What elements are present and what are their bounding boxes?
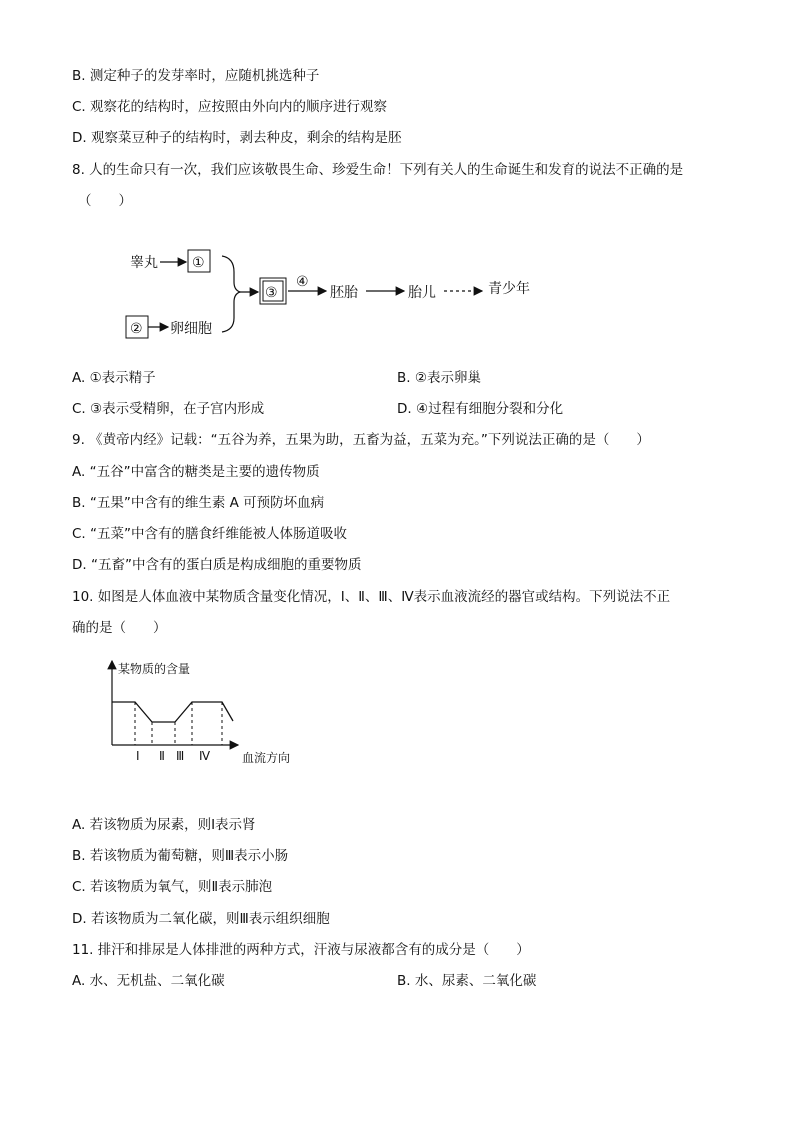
q7-option-d: D. 观察菜豆种子的结构时，剥去种皮，剩余的结构是胚 (72, 130, 402, 146)
label-4: ④ (296, 274, 309, 290)
chart-y-label: 某物质的含量 (118, 662, 191, 676)
q10-substance-chart (100, 655, 310, 770)
q10-option-c: C. 若该物质为氧气，则Ⅱ表示肺泡 (72, 879, 273, 895)
q8-option-b: B. ②表示卵巢 (397, 370, 481, 386)
q9-option-c: C. “五菜”中含有的膳食纤维能被人体肠道吸收 (72, 526, 347, 542)
q7-option-b: B. 测定种子的发芽率时，应随机挑选种子 (72, 68, 320, 84)
q11-option-a: A. 水、无机盐、二氧化碳 (72, 973, 225, 989)
label-3: ③ (265, 285, 278, 301)
q10-stem-line1: 10. 如图是人体血液中某物质含量变化情况，Ⅰ、Ⅱ、Ⅲ、Ⅳ表示血液流经的器官或结构。下列说法不正 (72, 589, 671, 605)
q8-option-c: C. ③表示受精卵，在子宫内形成 (72, 401, 265, 417)
q9-option-d: D. “五畜”中含有的蛋白质是构成细胞的重要物质 (72, 557, 362, 573)
testis-label: 睾丸 (130, 255, 158, 271)
q11-option-b: B. 水、尿素、二氧化碳 (397, 973, 537, 989)
tick-3: Ⅲ (176, 749, 185, 763)
q8-answer-blank: （ ） (78, 193, 132, 209)
tick-2: Ⅱ (159, 749, 165, 763)
label-2: ② (130, 321, 143, 337)
substance-curve (112, 702, 233, 722)
tick-4: Ⅳ (199, 749, 211, 763)
q10-option-d: D. 若该物质为二氧化碳，则Ⅲ表示组织细胞 (72, 911, 330, 927)
q9-stem: 9. 《黄帝内经》记载：“五谷为养，五果为助，五畜为益，五菜为充。”下列说法正确的是（ ） (72, 432, 650, 448)
tick-1: Ⅰ (136, 749, 140, 763)
q8-development-diagram (110, 238, 550, 348)
q9-option-a: A. “五谷”中富含的糖类是主要的遗传物质 (72, 464, 320, 480)
embryo-label: 胚胎 (330, 285, 358, 301)
q8-stem: 8. 人的生命只有一次，我们应该敬畏生命、珍爱生命！下列有关人的生命诞生和发育的说法不正确的是 (72, 162, 684, 178)
egg-cell-label: 卵细胞 (170, 321, 212, 337)
q8-option-d: D. ④过程有细胞分裂和分化 (397, 401, 564, 417)
q8-option-a: A. ①表示精子 (72, 370, 156, 386)
q10-option-a: A. 若该物质为尿素，则Ⅰ表示肾 (72, 817, 256, 833)
chart-x-label: 血流方向 (242, 751, 291, 765)
q10-option-b: B. 若该物质为葡萄糖，则Ⅲ表示小肠 (72, 848, 289, 864)
fetus-label: 胎儿 (408, 285, 436, 301)
q10-stem-line2: 确的是（ ） (72, 620, 167, 636)
label-1: ① (192, 255, 205, 271)
q11-stem: 11. 排汗和排尿是人体排泄的两种方式，汗液与尿液都含有的成分是（ ） (72, 942, 530, 958)
q7-option-c: C. 观察花的结构时，应按照由外向内的顺序进行观察 (72, 99, 388, 115)
youth-label: 青少年 (488, 281, 530, 297)
q9-option-b: B. “五果”中含有的维生素 A 可预防坏血病 (72, 495, 325, 511)
